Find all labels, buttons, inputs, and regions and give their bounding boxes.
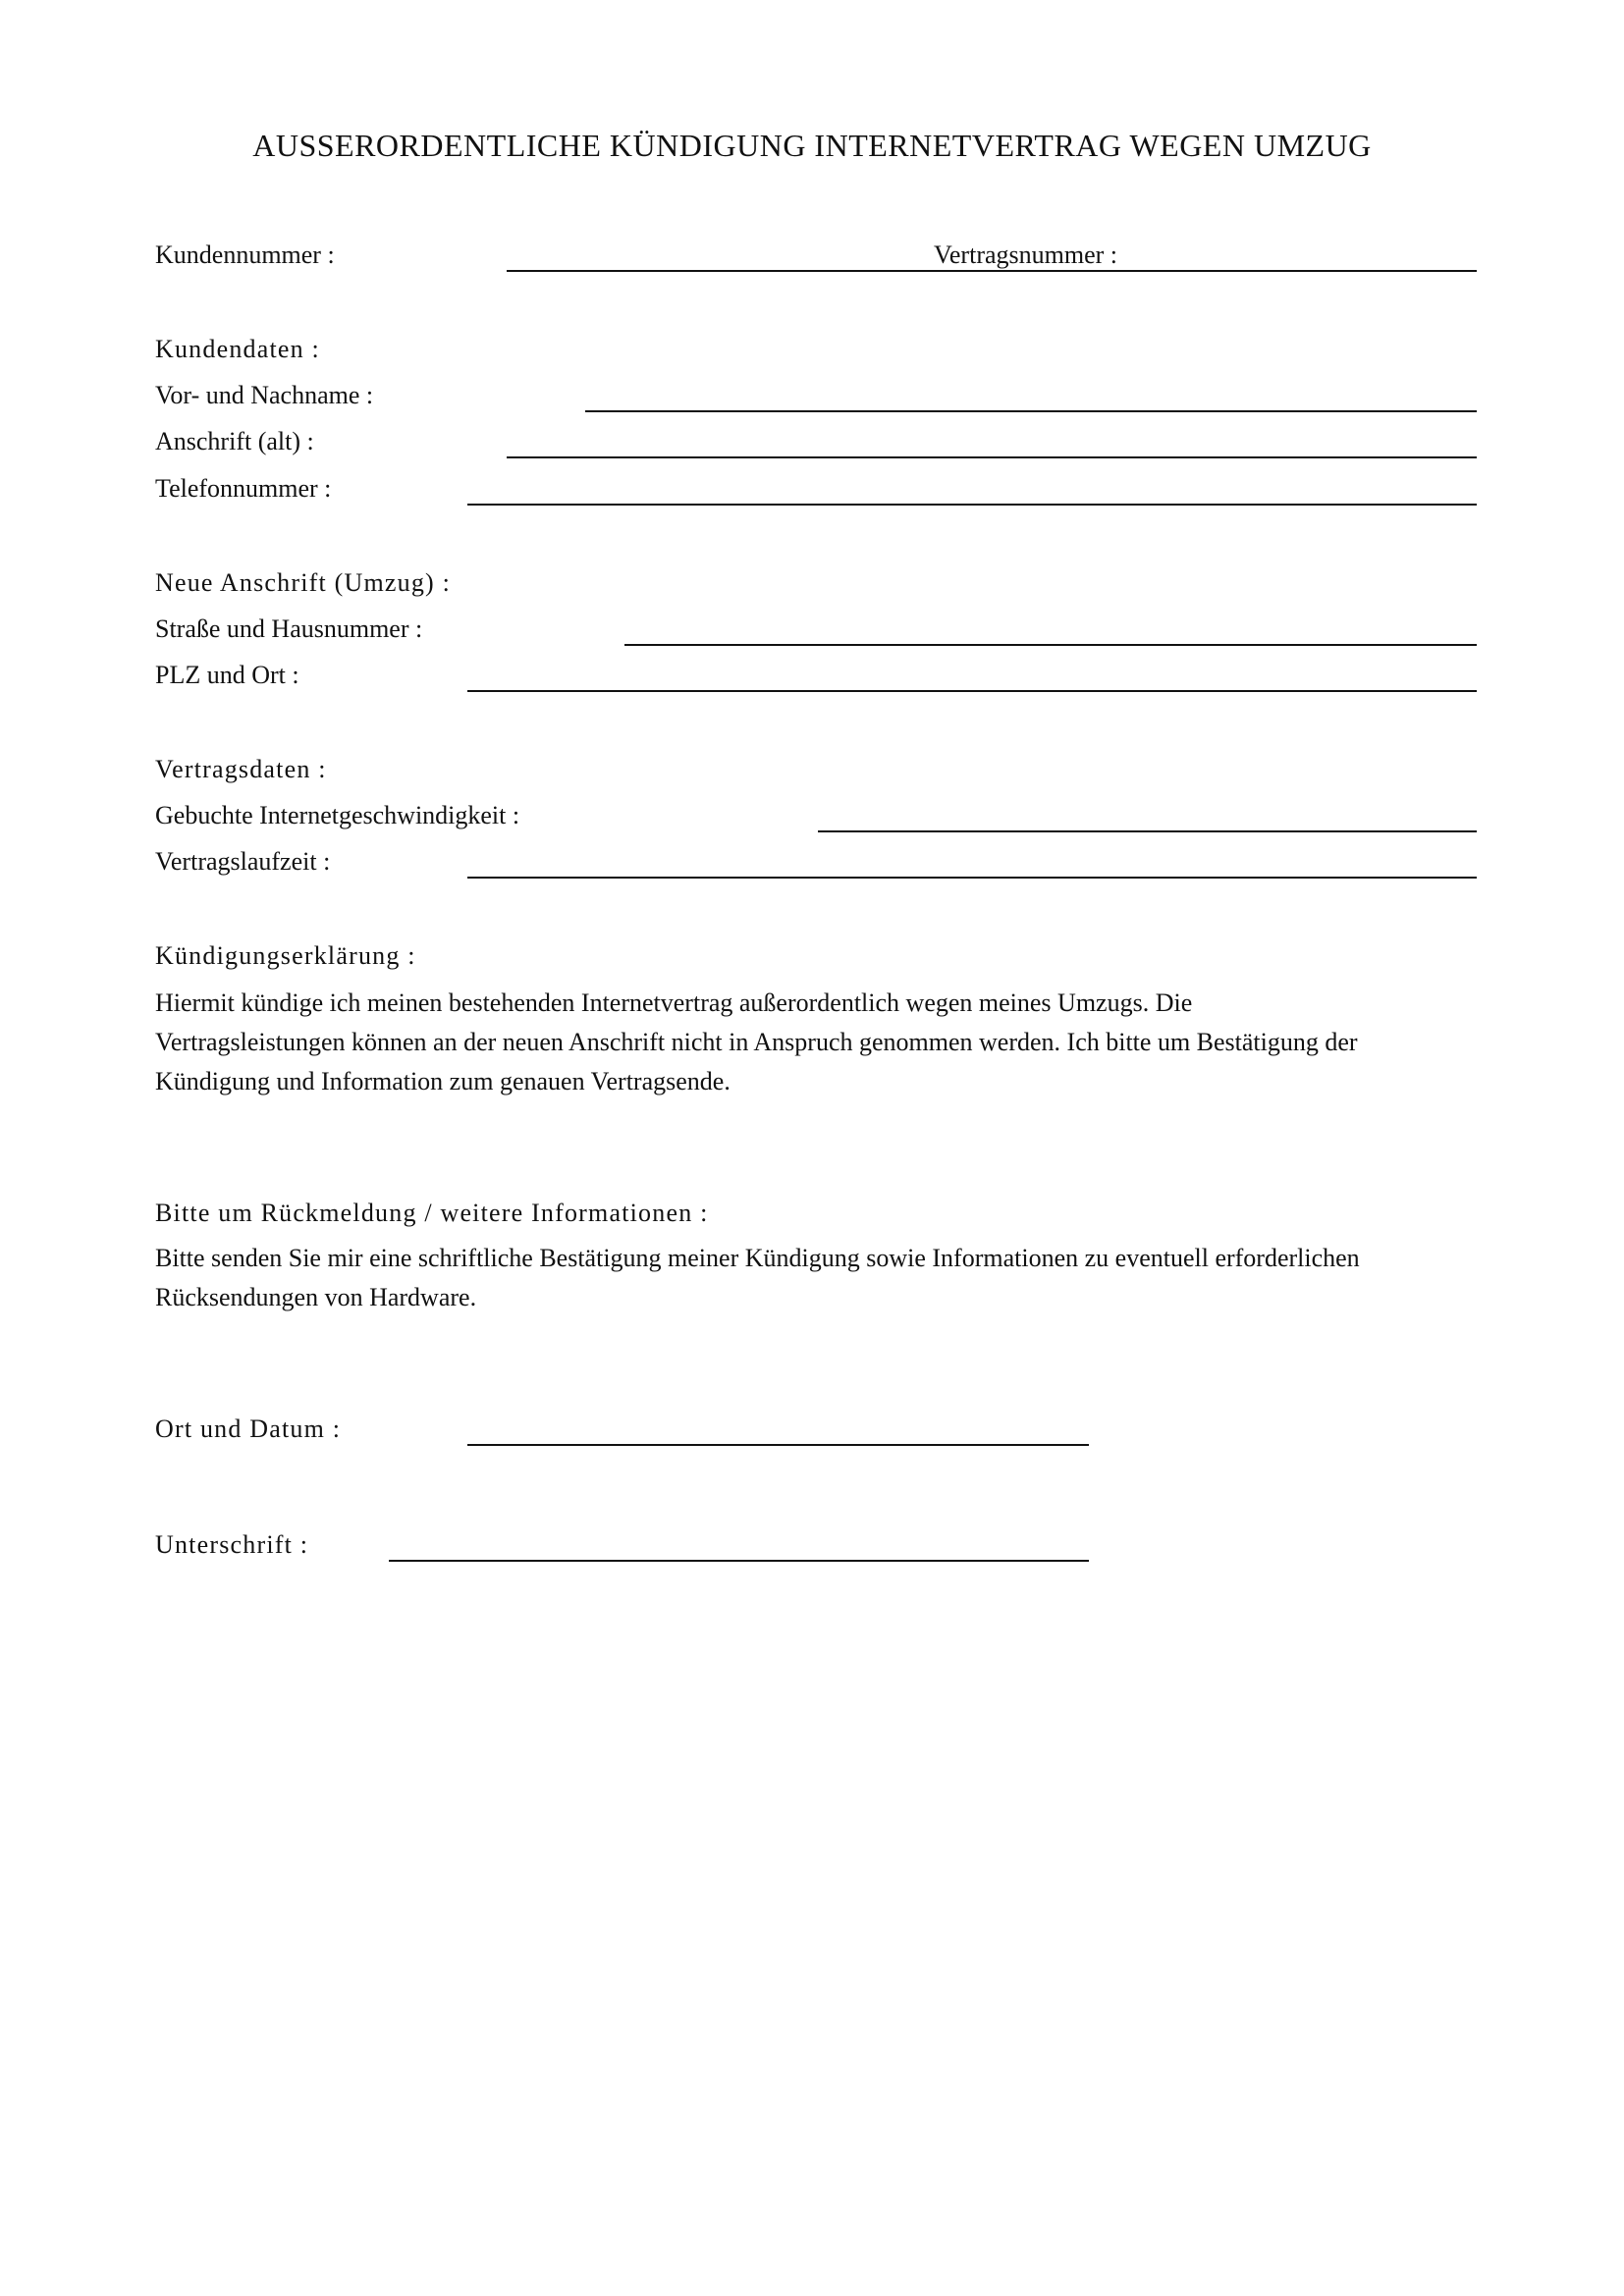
customer-data-heading: Kundendaten : (155, 335, 320, 363)
contract-number-label: Vertragsnummer : (934, 240, 1118, 269)
old-address-label: Anschrift (alt) : (155, 427, 314, 455)
feedback-text-line: Rücksendungen von Hardware. (155, 1283, 477, 1311)
term-label: Vertragslaufzeit : (155, 847, 331, 876)
new-address-heading: Neue Anschrift (Umzug) : (155, 568, 452, 597)
termination-heading: Kündigungserklärung : (155, 941, 416, 970)
feedback-text (155, 1239, 1490, 1317)
name-field[interactable] (585, 410, 1477, 412)
street-field[interactable] (624, 644, 1477, 646)
phone-label: Telefonnummer : (155, 474, 332, 503)
place-date-label: Ort und Datum : (155, 1415, 342, 1443)
zip-city-label: PLZ und Ort : (155, 661, 299, 689)
phone-field[interactable] (467, 504, 1477, 506)
signature-label: Unterschrift : (155, 1530, 309, 1559)
termination-text-line: Vertragsleistungen können an der neuen Anschrift nicht in Anspruch genommen werden. Ich bitte um Bestätigung der (155, 1028, 1358, 1056)
name-label: Vor- und Nachname : (155, 381, 374, 409)
termination-text (155, 984, 1490, 1101)
feedback-text-line: Bitte senden Sie mir eine schriftliche Bestätigung meiner Kündigung sowie Informationen zu eventuell erforderlichen (155, 1244, 1360, 1272)
term-field[interactable] (467, 877, 1477, 879)
customer-number-label: Kundennummer : (155, 240, 335, 269)
zip-city-field[interactable] (467, 690, 1477, 692)
place-date-field[interactable] (467, 1444, 1089, 1446)
street-label: Straße und Hausnummer : (155, 614, 423, 643)
speed-field[interactable] (818, 830, 1477, 832)
contract-data-heading: Vertragsdaten : (155, 755, 327, 783)
signature-field[interactable] (389, 1560, 1089, 1562)
speed-label: Gebuchte Internetgeschwindigkeit : (155, 801, 520, 829)
document-title: AUSSERORDENTLICHE KÜNDIGUNG INTERNETVERTRAG WEGEN UMZUG (252, 128, 1372, 163)
termination-text-line: Hiermit kündige ich meinen bestehenden Internetvertrag außerordentlich wegen meines Umzugs. Die (155, 988, 1193, 1017)
old-address-field[interactable] (507, 456, 1477, 458)
termination-text-line: Kündigung und Information zum genauen Vertragsende. (155, 1067, 731, 1095)
feedback-heading: Bitte um Rückmeldung / weitere Informationen : (155, 1199, 709, 1227)
